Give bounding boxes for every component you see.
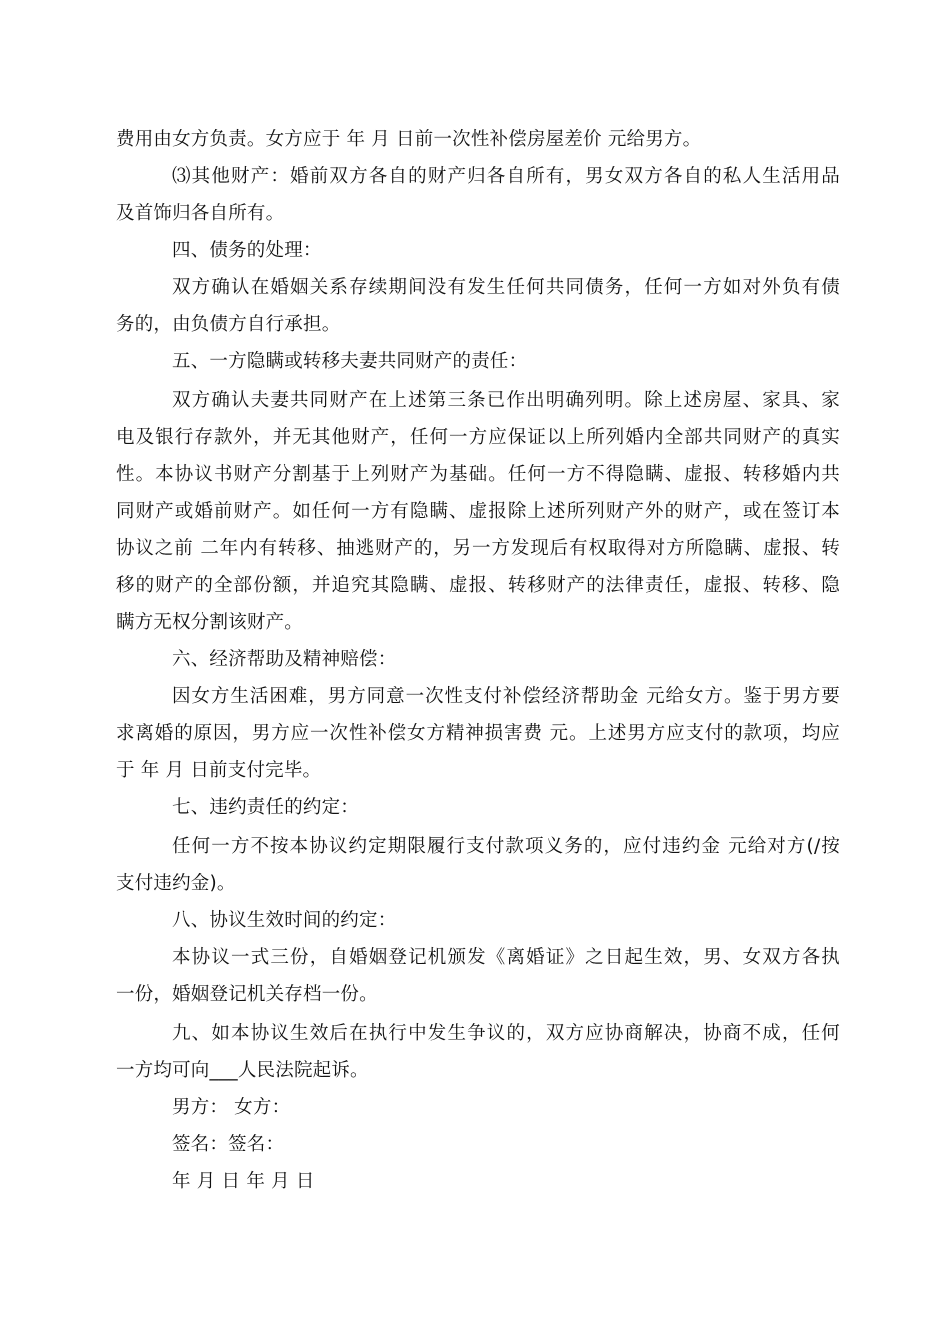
paragraph-line: 双方确认在婚姻关系存续期间没有发生任何共同债务，任何一方如对外负有债 [172, 277, 840, 298]
paragraph-line: 一方均可向___人民法院起诉。 [116, 1060, 369, 1081]
paragraph-line: 同财产或婚前财产。如任何一方有隐瞒、虚报除上述所列财产外的财产，或在签订本 [116, 501, 840, 522]
paragraph-line: 务的，由负债方自行承担。 [116, 314, 341, 335]
section-heading: 七、违约责任的约定： [172, 797, 360, 818]
paragraph-line: 支付违约金)。 [116, 873, 236, 894]
paragraph-line: 求离婚的原因，男方应一次性补偿女方精神损害费 元。上述男方应支付的款项，均应 [116, 723, 840, 744]
paragraph-line: 于 年 月 日前支付完毕。 [116, 760, 322, 781]
date-line: 年 月 日 年 月 日 [172, 1171, 315, 1192]
paragraph-line: 性。本协议书财产分割基于上列财产为基础。任何一方不得隐瞒、虚报、转移婚内共 [116, 464, 840, 485]
paragraph-line: 费用由女方负责。女方应于 年 月 日前一次性补偿房屋差价 元给男方。 [116, 129, 702, 150]
paragraph-line: 九、如本协议生效后在执行中发生争议的，双方应协商解决，协商不成，任何 [172, 1023, 840, 1044]
section-heading: 四、债务的处理： [172, 240, 322, 261]
paragraph-line: 双方确认夫妻共同财产在上述第三条已作出明确列明。除上述房屋、家具、家 [172, 390, 840, 411]
paragraph-line: ⑶其他财产：婚前双方各自的财产归各自所有，男女双方各自的私人生活用品 [172, 166, 840, 187]
paragraph-line: 因女方生活困难，男方同意一次性支付补偿经济帮助金 元给女方。鉴于男方要 [172, 686, 840, 707]
paragraph-line: 任何一方不按本协议约定期限履行支付款项义务的，应付违约金 元给对方(/按 [172, 836, 840, 857]
paragraph-line: 一份，婚姻登记机关存档一份。 [116, 984, 378, 1005]
paragraph-line: 本协议一式三份，自婚姻登记机颁发《离婚证》之日起生效，男、女双方各执 [172, 947, 840, 968]
section-heading: 五、一方隐瞒或转移夫妻共同财产的责任： [172, 351, 528, 372]
paragraph-line: 移的财产的全部份额，并追究其隐瞒、虚报、转移财产的法律责任，虚报、转移、隐 [116, 575, 840, 596]
paragraph-line: 电及银行存款外，并无其他财产，任何一方应保证以上所列婚内全部共同财产的真实 [116, 427, 840, 448]
section-heading: 八、协议生效时间的约定： [172, 910, 397, 931]
paragraph-line: 及首饰归各自所有。 [116, 203, 285, 224]
signature-parties: 男方： 女方： [172, 1097, 291, 1118]
paragraph-line: 瞒方无权分割该财产。 [116, 612, 304, 633]
signature-line: 签名：签名： [172, 1134, 285, 1155]
section-heading: 六、经济帮助及精神赔偿： [172, 649, 397, 670]
paragraph-line: 协议之前 二年内有转移、抽逃财产的，另一方发现后有权取得对方所隐瞒、虚报、转 [116, 538, 840, 559]
